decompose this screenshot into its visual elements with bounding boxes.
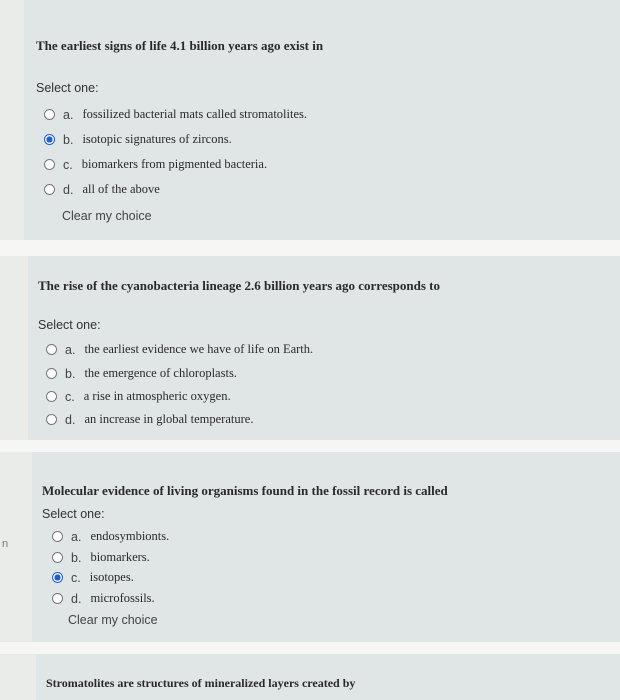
option-letter: b.	[65, 366, 76, 381]
option-letter: b.	[71, 550, 82, 565]
radio-button[interactable]	[46, 391, 57, 402]
question-2-option-b[interactable]	[46, 366, 237, 381]
question-3-option-c[interactable]	[52, 570, 134, 585]
radio-button[interactable]	[46, 368, 57, 379]
option-letter: c.	[63, 157, 73, 172]
question-1-panel	[24, 0, 620, 240]
clear-choice-link[interactable]: Clear my choice	[68, 613, 158, 627]
option-text: an increase in global temperature.	[84, 412, 254, 426]
question-1-option-c[interactable]	[44, 157, 267, 172]
option-letter: b.	[63, 132, 74, 147]
option-text: the emergence of chloroplasts.	[84, 366, 237, 380]
question-1-option-a[interactable]	[44, 107, 307, 122]
question-4-panel	[36, 654, 620, 700]
option-letter: d.	[71, 591, 82, 606]
separator	[0, 240, 620, 256]
question-3-option-b[interactable]	[52, 550, 150, 565]
radio-button[interactable]	[44, 159, 55, 170]
question-1-prompt: Select one:	[36, 81, 99, 95]
option-text: biomarkers.	[90, 550, 150, 564]
question-2-option-a[interactable]	[46, 342, 313, 357]
radio-button[interactable]	[44, 109, 55, 120]
question-2-text: The rise of the cyanobacteria lineage 2.6 billion years ago corresponds to	[38, 278, 441, 293]
radio-button[interactable]	[52, 552, 63, 563]
option-letter: c.	[71, 570, 81, 585]
option-letter: a.	[65, 342, 76, 357]
option-text: isotopic signatures of zircons.	[82, 132, 232, 146]
option-text: microfossils.	[90, 591, 155, 605]
option-letter: c.	[65, 389, 75, 404]
question-1-option-d[interactable]	[44, 182, 160, 197]
clear-choice-link[interactable]: Clear my choice	[62, 209, 152, 223]
question-4-text: Stromatolites are structures of mineralized layers created by	[46, 676, 356, 690]
option-text: all of the above	[82, 182, 160, 196]
question-2-panel	[28, 256, 620, 440]
question-2-prompt: Select one:	[38, 318, 101, 332]
option-text: endosymbionts.	[90, 529, 170, 543]
option-letter: a.	[63, 107, 74, 122]
option-text: the earliest evidence we have of life on Earth.	[84, 342, 314, 356]
question-3-option-d[interactable]	[52, 591, 155, 606]
radio-button[interactable]	[46, 414, 57, 425]
question-3-text: Molecular evidence of living organisms found in the fossil record is called	[42, 483, 448, 498]
radio-button-selected[interactable]	[44, 134, 55, 145]
question-2-option-c[interactable]	[46, 389, 231, 404]
edge-text: n	[2, 538, 9, 550]
question-3-panel	[32, 452, 620, 642]
option-text: biomarkers from pigmented bacteria.	[81, 157, 268, 171]
question-1-text: The earliest signs of life 4.1 billion years ago exist in	[36, 38, 324, 53]
option-text: a rise in atmospheric oxygen.	[83, 389, 231, 403]
option-letter: d.	[63, 182, 74, 197]
option-text: isotopes.	[89, 570, 134, 584]
option-text: fossilized bacterial mats called stromatolites.	[82, 107, 308, 121]
separator	[0, 440, 620, 452]
separator	[0, 642, 620, 654]
radio-button[interactable]	[52, 531, 63, 542]
radio-button[interactable]	[44, 184, 55, 195]
radio-button[interactable]	[52, 593, 63, 604]
option-letter: a.	[71, 529, 82, 544]
question-1-option-b[interactable]	[44, 132, 232, 147]
question-3-prompt: Select one:	[42, 507, 105, 521]
radio-button[interactable]	[46, 344, 57, 355]
question-3-option-a[interactable]	[52, 529, 169, 544]
radio-button-selected[interactable]	[52, 572, 63, 583]
question-2-option-d[interactable]	[46, 412, 253, 427]
option-letter: d.	[65, 412, 76, 427]
